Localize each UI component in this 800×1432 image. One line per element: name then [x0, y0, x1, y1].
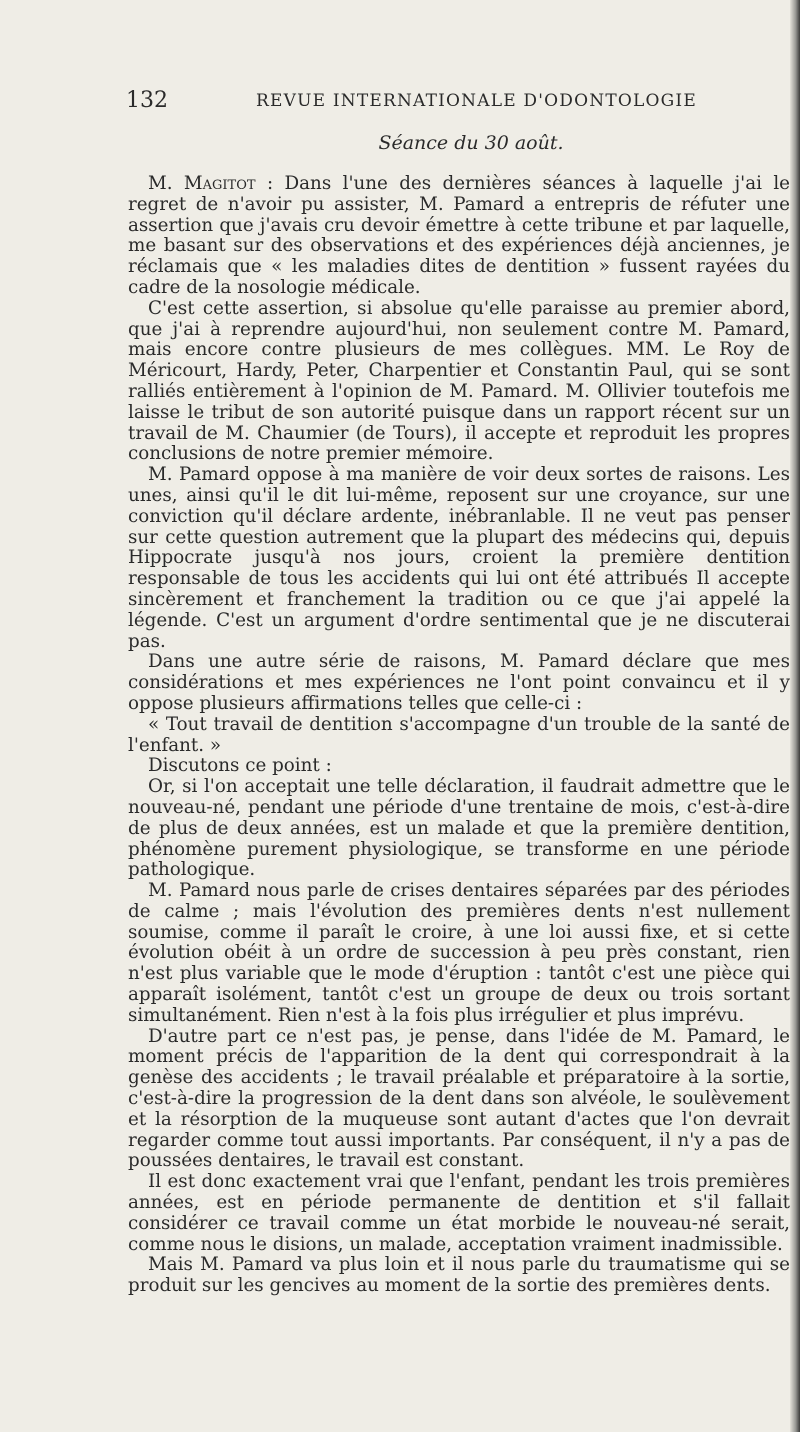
- paragraph: Il est donc exactement vrai que l'enfant, pendant les trois premières années, est en période permanente de dentition et s'il fallait considérer ce travail comme un état morbide le nouveau-né serait, comme nous le disions, un malade, acceptation vraiment inadmissible.: [128, 1171, 790, 1255]
- paragraph: D'autre part ce n'est pas, je pense, dans l'idée de M. Pamard, le moment précis de l'apparition de la dent qui correspondrait à la genèse des accidents ; le travail préalable et préparatoire à la sortie, c'est-à-dire la progression de la dent dans son alvéole, le soulèvement et la résorption de la muqueuse sont autant d'actes que l'on devrait regarder comme tout aussi importants. Par conséquent, il n'y a pas de poussées dentaires, le travail est constant.: [128, 1025, 790, 1172]
- paragraph: Discutons ce point :: [148, 755, 332, 777]
- page-number: 132: [126, 88, 168, 113]
- paragraph: M. Magitot : Dans l'une des dernières séances à laquelle j'ai le regret de n'avoir pu assister, M. Pamard a entrepris de réfuter une assertion que j'avais cru devoir émettre à cette tribune et par laquelle, me basant sur des observations et des expériences déjà anciennes, je réclamais que « les maladies dites de dentition » fussent rayées du cadre de la nosologie médicale.: [128, 173, 790, 298]
- document-page: [128, 88, 790, 1297]
- paragraph: Mais M. Pamard va plus loin et il nous parle du traumatisme qui se produit sur les gencives au moment de la sortie des premières dents.: [128, 1254, 790, 1297]
- speaker-name: Magitot: [183, 173, 256, 194]
- quotation: « Tout travail de dentition s'accompagne d'un trouble de la santé de l'enfant. »: [128, 713, 790, 756]
- body-text: [128, 174, 790, 1297]
- paragraph: C'est cette assertion, si absolue qu'elle paraisse au premier abord, que j'ai à reprendre aujourd'hui, non seulement contre M. Pamard, mais encore contre plusieurs de mes collègues. MM. Le Roy de Méricourt, Hardy, Peter, Charpentier et Constantin Paul, qui se sont ralliés entièrement à l'opinion de M. Pamard. M. Ollivier toutefois me laisse le tribut de son autorité puisque dans un rapport récent sur un travail de M. Chaumier (de Tours), il accepte et reproduit les propres conclusions de notre premier mémoire.: [128, 297, 790, 465]
- paragraph: Or, si l'on acceptait une telle déclaration, il faudrait admettre que le nouveau-né, pendant une période d'une trentaine de mois, c'est-à-dire de plus de deux années, est un malade et que la première dentition, phénomène purement physiologique, se transforme en une période pathologique.: [128, 776, 790, 881]
- page-edge-shadow: [790, 0, 800, 1432]
- paragraph: M. Pamard oppose à ma manière de voir deux sortes de raisons. Les unes, ainsi qu'il le dit lui-même, reposent sur une croyance, sur une conviction qu'il déclare ardente, inébranlable. Il ne veut pas penser sur cette question autrement que la plupart des médecins qui, depuis Hippocrate jusqu'à nos jours, croient la première dentition responsable de tous les accidents qui lui ont été attribués Il accepte sincèrement et franchement la tradition ou ce que j'ai appelé la légende. C'est un argument d'ordre sentimental que je ne discuterai pas.: [128, 464, 790, 652]
- page-header: [128, 88, 790, 120]
- running-title: REVUE INTERNATIONALE D'ODONTOLOGIE: [256, 91, 697, 111]
- section-title: Séance du 30 août.: [378, 132, 564, 154]
- paragraph: Dans une autre série de raisons, M. Pamard déclare que mes considérations et mes expériences ne l'ont point convaincu et il y oppose plusieurs affirmations telles que celle-ci :: [128, 651, 790, 714]
- paragraph: M. Pamard nous parle de crises dentaires séparées par des périodes de calme ; mais l'évolution des premières dents n'est nullement soumise, comme il paraît le croire, à une loi aussi fixe, et si cette évolution obéit à un ordre de succession à peu près constant, rien n'est plus variable que le mode d'éruption : tantôt c'est une pièce qui apparaît isolément, tantôt c'est un groupe de deux ou trois sortant simultanément. Rien n'est à la fois plus irrégulier et plus imprévu.: [128, 880, 790, 1026]
